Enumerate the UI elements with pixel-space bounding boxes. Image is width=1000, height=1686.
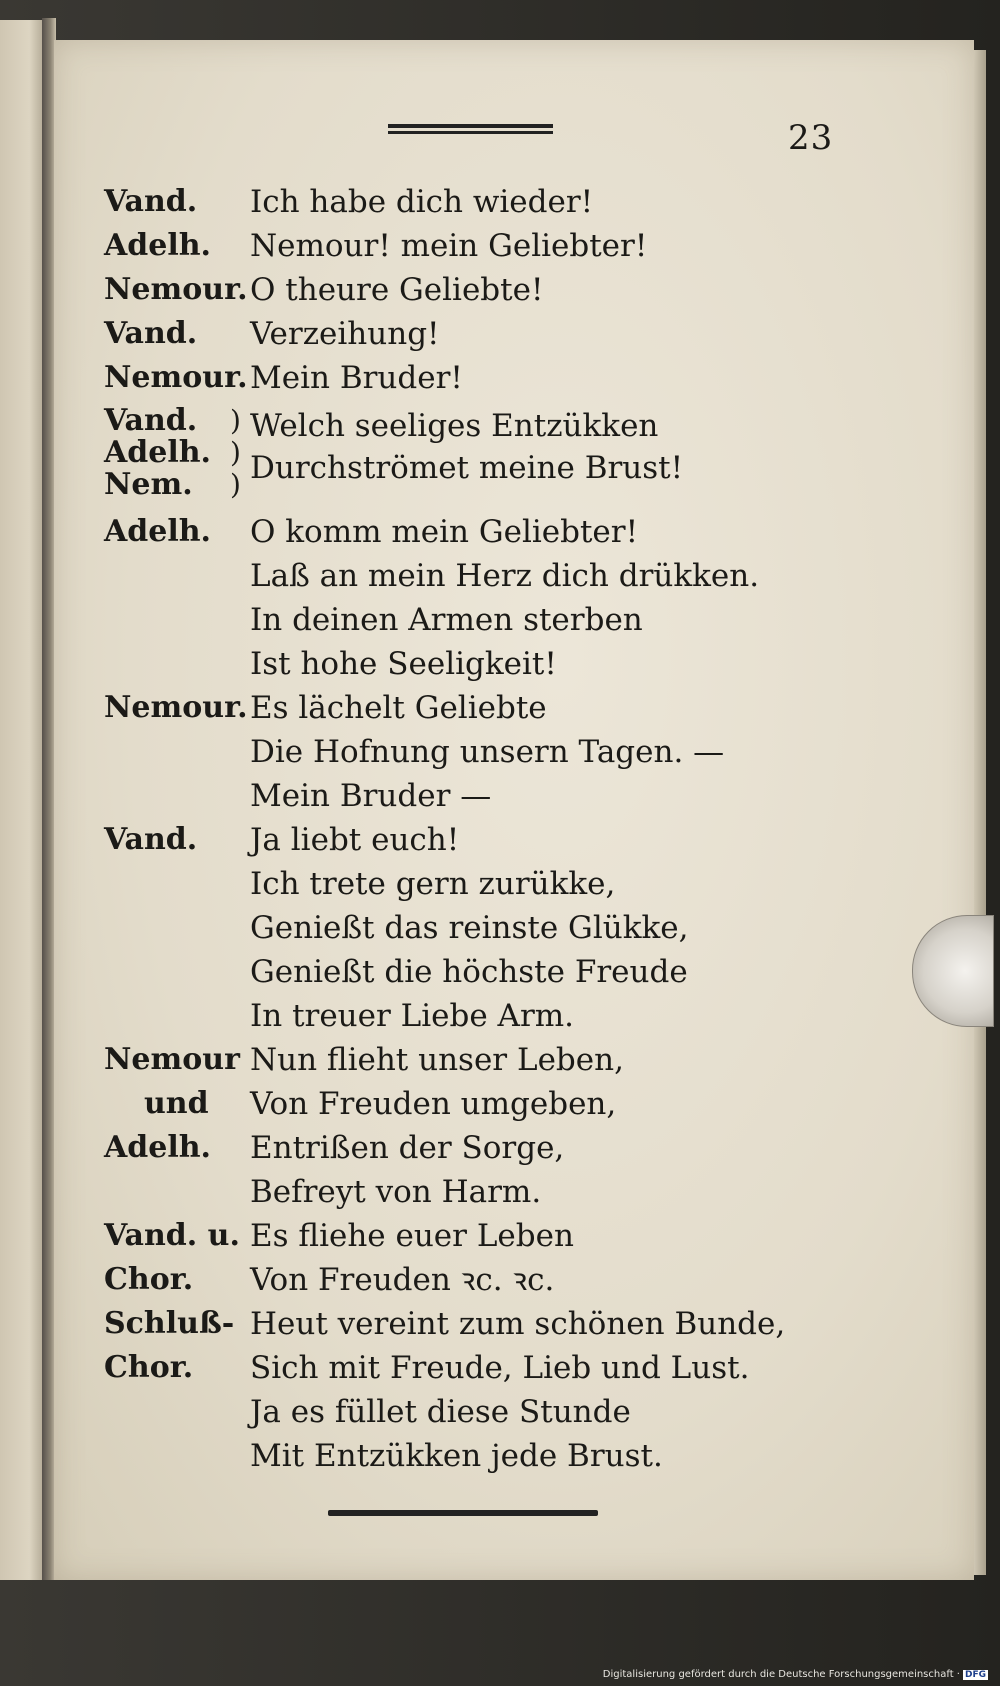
speaker-name: Vand. u. bbox=[104, 1218, 240, 1253]
previous-page-edge bbox=[0, 20, 44, 1580]
line-text: Befreyt von Harm. bbox=[250, 1174, 542, 1210]
digitization-credit bbox=[603, 1669, 988, 1680]
dialogue-line bbox=[104, 554, 760, 598]
dialogue-line bbox=[104, 180, 744, 224]
line-text: Welch seeliges Entzükken bbox=[250, 408, 659, 444]
line-text: O theure Geliebte! bbox=[250, 272, 544, 308]
line-text: Von Freuden ꝛc. ꝛc. bbox=[250, 1262, 555, 1298]
line-text: Heut vereint zum schönen Bunde, bbox=[250, 1306, 786, 1342]
credit-text: Digitalisierung gefördert durch die Deutsche Forschungsgemeinschaft · bbox=[602, 1669, 960, 1680]
dialogue-line bbox=[104, 598, 744, 642]
bracket-mark: ) bbox=[230, 436, 241, 469]
line-text: Mit Entzükken jede Brust. bbox=[250, 1438, 663, 1474]
speaker-name: Nemour. bbox=[104, 360, 248, 395]
dialogue-line bbox=[104, 1434, 744, 1478]
dialogue-line bbox=[104, 862, 744, 906]
speaker-name: Nemour bbox=[104, 1042, 240, 1077]
line-text: Entrißen der Sorge, bbox=[250, 1130, 565, 1166]
dialogue-line bbox=[104, 686, 744, 730]
line-text: Mein Bruder! bbox=[250, 360, 463, 396]
top-ornament-rule bbox=[388, 124, 553, 134]
line-text: Genießt das reinste Glükke, bbox=[250, 910, 689, 946]
dialogue-line bbox=[104, 312, 744, 356]
libretto-text bbox=[104, 180, 786, 1478]
dialogue-line bbox=[104, 1258, 744, 1302]
speaker-name: Nemour. bbox=[104, 690, 248, 725]
line-text: Die Hofnung unsern Tagen. — bbox=[250, 734, 725, 770]
dfg-logo: DFG bbox=[964, 1670, 986, 1680]
line-text: Nemour! mein Geliebter! bbox=[250, 228, 648, 264]
bracket-mark: ) bbox=[230, 404, 241, 437]
dialogue-line bbox=[104, 1346, 750, 1390]
dialogue-line bbox=[104, 950, 744, 994]
dialogue-line bbox=[104, 1126, 744, 1170]
speaker-name: Schluß- bbox=[104, 1306, 235, 1341]
dialogue-line bbox=[104, 642, 744, 686]
dialogue-line bbox=[104, 730, 744, 774]
page-number: 23 bbox=[788, 118, 834, 158]
line-text: Laß an mein Herz dich drükken. bbox=[250, 558, 760, 594]
page-stack-edge bbox=[974, 50, 986, 1575]
dialogue-line bbox=[104, 994, 744, 1038]
line-text: In deinen Armen sterben bbox=[250, 602, 643, 638]
dialogue-line bbox=[104, 1390, 744, 1434]
dialogue-line bbox=[104, 906, 744, 950]
dialogue-line bbox=[104, 356, 744, 400]
dialogue-block bbox=[104, 510, 786, 1478]
speaker-name: Chor. bbox=[104, 1262, 194, 1297]
line-text: Sich mit Freude, Lieb und Lust. bbox=[250, 1350, 750, 1386]
dialogue-line bbox=[104, 1302, 786, 1346]
speaker-name: Nem. bbox=[104, 467, 193, 502]
speaker-name: Vand. bbox=[104, 184, 198, 219]
speaker-name: Vand. bbox=[104, 403, 198, 438]
speaker-name: Adelh. bbox=[104, 435, 211, 470]
speaker-name: Adelh. bbox=[104, 1130, 211, 1165]
line-text: Es lächelt Geliebte bbox=[250, 690, 547, 726]
line-text: Ich trete gern zurükke, bbox=[250, 866, 616, 902]
speaker-name: Adelh. bbox=[104, 514, 211, 549]
trio-bracket-group bbox=[104, 400, 744, 510]
line-text: Mein Bruder — bbox=[250, 778, 492, 814]
line-text: Genießt die höchste Freude bbox=[250, 954, 688, 990]
line-text: Von Freuden umgeben, bbox=[250, 1086, 617, 1122]
line-text: Ich habe dich wieder! bbox=[250, 184, 594, 220]
dialogue-line bbox=[104, 268, 744, 312]
speaker-name: Vand. bbox=[104, 316, 198, 351]
speaker-name: und bbox=[144, 1086, 209, 1121]
speaker-name: Vand. bbox=[104, 822, 198, 857]
line-text: O komm mein Geliebter! bbox=[250, 514, 639, 550]
line-text: Durchströmet meine Brust! bbox=[250, 450, 684, 486]
speaker-name: Adelh. bbox=[104, 228, 211, 263]
line-text: In treuer Liebe Arm. bbox=[250, 998, 575, 1034]
dialogue-line bbox=[104, 774, 744, 818]
line-text: Ja es füllet diese Stunde bbox=[250, 1394, 631, 1430]
bottom-ornament-rule bbox=[328, 1510, 598, 1516]
dialogue-line bbox=[104, 1214, 744, 1258]
dialogue-line bbox=[104, 1038, 744, 1082]
bracket-mark: ) bbox=[230, 468, 241, 501]
line-text: Verzeihung! bbox=[250, 316, 440, 352]
speaker-name: Nemour. bbox=[104, 272, 248, 307]
line-text: Ja liebt euch! bbox=[250, 822, 460, 858]
dialogue-line bbox=[104, 510, 744, 554]
dialogue-line bbox=[104, 1170, 744, 1214]
line-text: Es fliehe euer Leben bbox=[250, 1218, 574, 1254]
speaker-name: Chor. bbox=[104, 1350, 194, 1385]
dialogue-line bbox=[104, 224, 744, 268]
dialogue-line bbox=[104, 818, 744, 862]
dialogue-line bbox=[104, 1082, 744, 1126]
line-text: Ist hohe Seeligkeit! bbox=[250, 646, 557, 682]
line-text: Nun flieht unser Leben, bbox=[250, 1042, 624, 1078]
